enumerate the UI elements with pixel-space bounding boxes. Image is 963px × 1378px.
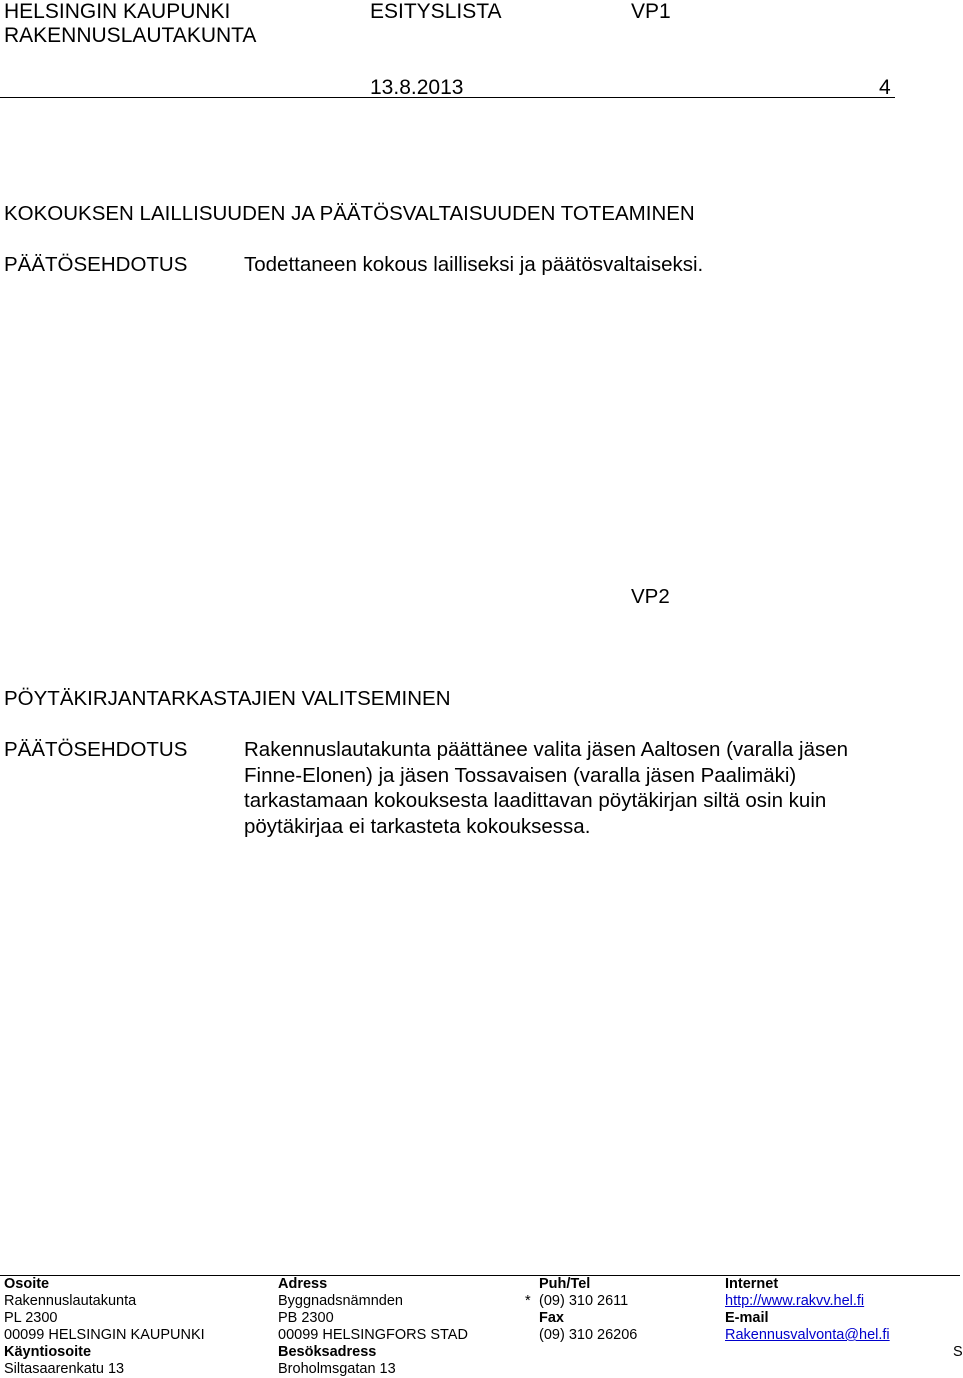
footer-col1-line4: Siltasaarenkatu 13 [4,1361,125,1377]
header-date: 13.8.2013 [370,76,464,99]
footer-col4-heading2: E-mail [725,1310,769,1326]
footer-fax: (09) 310 26206 [539,1327,638,1343]
footer-col3-heading: Puh/Tel [539,1276,591,1292]
header-doc-type: ESITYSLISTA [370,0,502,23]
footer-col4-heading: Internet [725,1276,779,1292]
section2-label: PÄÄTÖSEHDOTUS [4,738,188,761]
footer-col2-heading2: Besöksadress [278,1344,377,1360]
footer-rule [0,1275,960,1276]
footer-col1-line3: 00099 HELSINGIN KAUPUNKI [4,1327,205,1343]
footer-edge-fragment: S [953,1344,963,1360]
footer-col1-line2: PL 2300 [4,1310,58,1326]
footer-website-link[interactable]: http://www.rakvv.hel.fi [725,1293,865,1309]
section2-title: PÖYTÄKIRJANTARKASTAJIEN VALITSEMINEN [4,687,451,710]
section2-code: VP2 [631,585,670,608]
section1-text: Todettaneen kokous lailliseksi ja päätösvaltaiseksi. [244,253,704,276]
footer-col3-star: * [525,1293,531,1309]
footer-col2-line2: PB 2300 [278,1310,334,1326]
footer-col2-line1: Byggnadsnämnden [278,1293,403,1309]
header-rule [0,97,895,98]
section1-title: KOKOUKSEN LAILLISUUDEN JA PÄÄTÖSVALTAISUUDEN TOTEAMINEN [4,202,695,225]
footer-col3-heading2: Fax [539,1310,564,1326]
footer-col2-line4: Broholmsgatan 13 [278,1361,396,1377]
header-item-code: VP1 [631,0,671,23]
footer-col1-line1: Rakennuslautakunta [4,1293,137,1309]
section1-label: PÄÄTÖSEHDOTUS [4,253,188,276]
footer-col2-line3: 00099 HELSINGFORS STAD [278,1327,468,1343]
header-page-number: 4 [879,76,891,99]
header-dept: RAKENNUSLAUTAKUNTA [4,24,257,47]
footer-phone: (09) 310 2611 [539,1293,629,1309]
header-org: HELSINGIN KAUPUNKI [4,0,231,23]
footer-col1-heading: Osoite [4,1276,50,1292]
section2-text: Rakennuslautakunta päättänee valita jäsen Aaltosen (varalla jäsen Finne-Elonen) ja jäsen Tossavaisen (varalla jäsen Paalimäki) tarkastamaan kokouksesta laadittavan pöytäkirjan siltä osin kuin pöytäkirjaa ei tarkasteta kokouksessa. [244,738,849,838]
footer-col1-heading2: Käyntiosoite [4,1344,92,1360]
footer-col2-heading: Adress [278,1276,328,1292]
footer-email-link[interactable]: Rakennusvalvonta@hel.fi [725,1327,890,1343]
